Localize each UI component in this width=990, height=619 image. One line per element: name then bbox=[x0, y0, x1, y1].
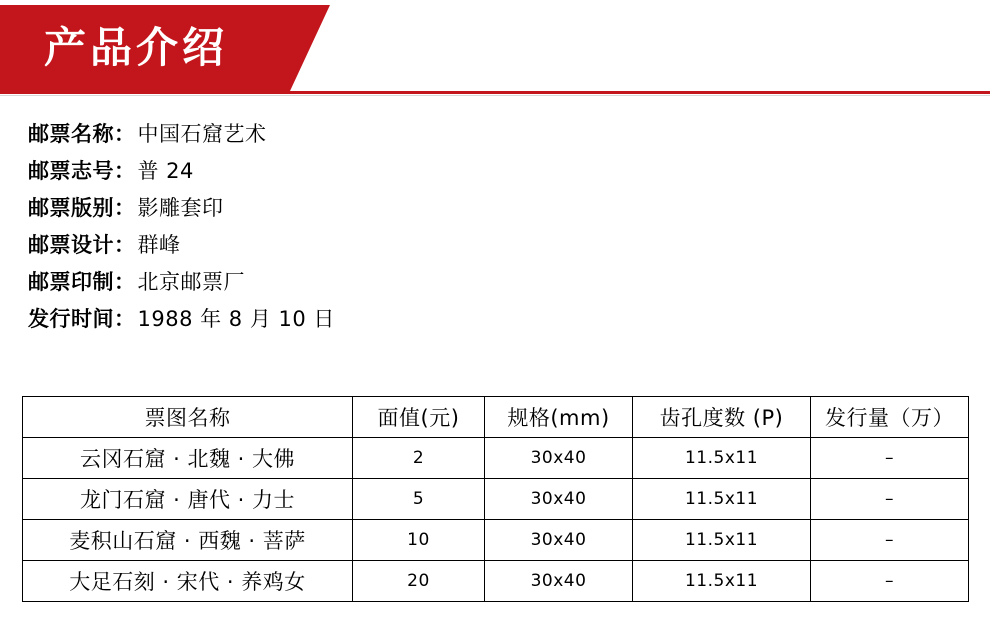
spec-table-wrapper bbox=[22, 396, 968, 602]
cell-issue-quantity: – bbox=[811, 561, 969, 602]
info-value-designer: 群峰 bbox=[137, 233, 181, 257]
cell-size: 30x40 bbox=[485, 561, 633, 602]
cell-size: 30x40 bbox=[485, 479, 633, 520]
cell-issue-quantity: – bbox=[811, 479, 969, 520]
cell-size: 30x40 bbox=[485, 520, 633, 561]
info-label-edition: 邮票版别： bbox=[28, 196, 136, 220]
cell-name: 龙门石窟 · 唐代 · 力士 bbox=[23, 479, 353, 520]
info-row-issue-date bbox=[28, 303, 728, 340]
table-row bbox=[23, 438, 969, 479]
cell-face-value: 5 bbox=[353, 479, 485, 520]
info-label-name: 邮票名称： bbox=[28, 122, 136, 146]
info-value-printer: 北京邮票厂 bbox=[137, 270, 245, 294]
column-header-face-value: 面值(元) bbox=[353, 397, 485, 438]
info-label-code: 邮票志号： bbox=[28, 159, 136, 183]
table-row bbox=[23, 479, 969, 520]
info-row-name bbox=[28, 118, 728, 155]
info-value-edition: 影雕套印 bbox=[137, 196, 224, 220]
cell-size: 30x40 bbox=[485, 438, 633, 479]
cell-name: 大足石刻 · 宋代 · 养鸡女 bbox=[23, 561, 353, 602]
cell-issue-quantity: – bbox=[811, 520, 969, 561]
page-header bbox=[0, 0, 990, 100]
info-label-designer: 邮票设计： bbox=[28, 233, 136, 257]
cell-face-value: 2 bbox=[353, 438, 485, 479]
info-value-name: 中国石窟艺术 bbox=[137, 122, 267, 146]
column-header-size: 规格(mm) bbox=[485, 397, 633, 438]
cell-perforation: 11.5x11 bbox=[633, 561, 811, 602]
cell-face-value: 20 bbox=[353, 561, 485, 602]
info-value-code: 普 24 bbox=[137, 159, 194, 183]
column-header-name: 票图名称 bbox=[23, 397, 353, 438]
table-row bbox=[23, 561, 969, 602]
cell-perforation: 11.5x11 bbox=[633, 520, 811, 561]
header-divider-gray bbox=[0, 95, 990, 96]
info-row-edition bbox=[28, 192, 728, 229]
column-header-perforation: 齿孔度数 (P) bbox=[633, 397, 811, 438]
info-row-code bbox=[28, 155, 728, 192]
stamp-info-list bbox=[28, 118, 728, 340]
info-row-printer bbox=[28, 266, 728, 303]
cell-perforation: 11.5x11 bbox=[633, 438, 811, 479]
info-value-issue-date: 1988 年 8 月 10 日 bbox=[137, 307, 335, 331]
info-label-issue-date: 发行时间： bbox=[28, 307, 136, 331]
table-row bbox=[23, 520, 969, 561]
cell-perforation: 11.5x11 bbox=[633, 479, 811, 520]
column-header-issue-quantity: 发行量（万） bbox=[811, 397, 969, 438]
table-header-row bbox=[23, 397, 969, 438]
cell-name: 云冈石窟 · 北魏 · 大佛 bbox=[23, 438, 353, 479]
info-row-designer bbox=[28, 229, 728, 266]
cell-face-value: 10 bbox=[353, 520, 485, 561]
spec-table bbox=[22, 396, 969, 602]
cell-issue-quantity: – bbox=[811, 438, 969, 479]
header-divider-red bbox=[0, 91, 990, 94]
cell-name: 麦积山石窟 · 西魏 · 菩萨 bbox=[23, 520, 353, 561]
info-label-printer: 邮票印制： bbox=[28, 270, 136, 294]
page-title: 产品介绍 bbox=[44, 23, 229, 72]
